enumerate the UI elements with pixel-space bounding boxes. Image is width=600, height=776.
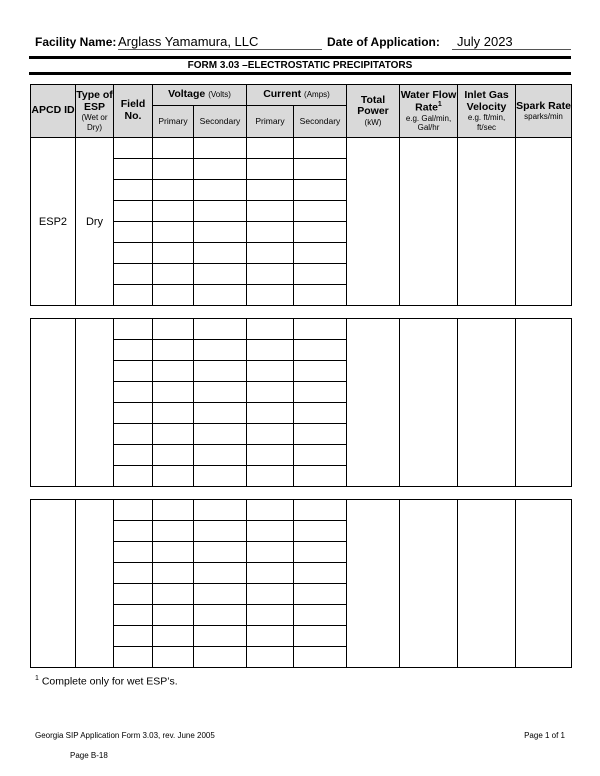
current-secondary-cell[interactable] — [294, 382, 347, 403]
voltage-primary-cell[interactable] — [153, 403, 194, 424]
inlet-gas-velocity-cell[interactable] — [458, 138, 516, 306]
current-primary-cell[interactable] — [247, 319, 294, 340]
voltage-primary-cell[interactable] — [153, 382, 194, 403]
voltage-primary-cell[interactable] — [153, 340, 194, 361]
voltage-primary-cell[interactable] — [153, 647, 194, 668]
current-primary-cell[interactable] — [247, 626, 294, 647]
current-secondary-cell[interactable] — [294, 542, 347, 563]
title-top-rule — [29, 56, 571, 59]
voltage-secondary-cell[interactable] — [194, 626, 247, 647]
voltage-secondary-cell[interactable] — [194, 201, 247, 222]
field-no-cell[interactable] — [114, 264, 153, 285]
current-primary-cell[interactable] — [247, 382, 294, 403]
apcd-id-cell[interactable]: ESP2 — [31, 138, 76, 306]
esp-type-cell[interactable]: Dry — [76, 138, 114, 306]
current-secondary-cell[interactable] — [294, 626, 347, 647]
voltage-secondary-cell[interactable] — [194, 521, 247, 542]
voltage-secondary-cell[interactable] — [194, 285, 247, 306]
spark-rate-cell[interactable] — [516, 319, 572, 487]
voltage-primary-cell[interactable] — [153, 626, 194, 647]
current-secondary-cell[interactable] — [294, 466, 347, 487]
esp-table-header — [30, 84, 572, 138]
table-row — [31, 500, 572, 521]
current-secondary-cell[interactable] — [294, 285, 347, 306]
current-primary-cell[interactable] — [247, 243, 294, 264]
voltage-primary-cell[interactable] — [153, 264, 194, 285]
col-water-flow-rate: Water Flow Rate$^1$ e.g. Gal/min, Gal/hr — [400, 85, 458, 138]
voltage-secondary-cell[interactable] — [194, 222, 247, 243]
col-voltage-primary: Primary — [153, 106, 194, 138]
current-secondary-cell[interactable] — [294, 340, 347, 361]
facility-name-field[interactable]: Arglass Yamamura, LLC — [118, 34, 322, 50]
current-secondary-cell[interactable] — [294, 584, 347, 605]
field-no-cell[interactable] — [114, 361, 153, 382]
current-secondary-cell[interactable] — [294, 222, 347, 243]
field-no-cell[interactable] — [114, 424, 153, 445]
spark-rate-cell[interactable] — [516, 138, 572, 306]
current-secondary-cell[interactable] — [294, 521, 347, 542]
esp-type-cell[interactable] — [76, 500, 114, 668]
col-current: Current (Amps) — [247, 85, 347, 106]
facility-name-label: Facility Name: — [35, 35, 117, 49]
voltage-primary-cell[interactable] — [153, 222, 194, 243]
spark-rate-cell[interactable] — [516, 500, 572, 668]
current-secondary-cell[interactable] — [294, 264, 347, 285]
field-no-cell[interactable] — [114, 319, 153, 340]
field-no-cell[interactable] — [114, 159, 153, 180]
footer-page-count: Page 1 of 1 — [524, 731, 565, 740]
voltage-secondary-cell[interactable] — [194, 340, 247, 361]
footnote-mark: 1 — [35, 675, 39, 682]
current-primary-cell[interactable] — [247, 445, 294, 466]
voltage-primary-cell[interactable] — [153, 285, 194, 306]
water-flow-rate-cell[interactable] — [400, 500, 458, 668]
form-title: FORM 3.03 –ELECTROSTATIC PRECIPITATORS — [187, 60, 413, 71]
voltage-primary-cell[interactable] — [153, 584, 194, 605]
col-inlet-gas-velocity: Inlet Gas Velocity e.g. ft/min, ft/sec — [458, 85, 516, 138]
current-secondary-cell[interactable] — [294, 500, 347, 521]
current-secondary-cell[interactable] — [294, 647, 347, 668]
voltage-secondary-cell[interactable] — [194, 403, 247, 424]
current-primary-cell[interactable] — [247, 542, 294, 563]
current-primary-cell[interactable] — [247, 500, 294, 521]
voltage-secondary-cell[interactable] — [194, 319, 247, 340]
field-no-cell[interactable] — [114, 605, 153, 626]
voltage-secondary-cell[interactable] — [194, 264, 247, 285]
voltage-primary-cell[interactable] — [153, 201, 194, 222]
field-no-cell[interactable] — [114, 563, 153, 584]
voltage-secondary-cell[interactable] — [194, 466, 247, 487]
current-primary-cell[interactable] — [247, 264, 294, 285]
voltage-secondary-cell[interactable] — [194, 605, 247, 626]
col-current-secondary: Secondary — [294, 106, 347, 138]
field-no-cell[interactable] — [114, 542, 153, 563]
current-secondary-cell[interactable] — [294, 159, 347, 180]
current-primary-cell[interactable] — [247, 647, 294, 668]
col-type-of-esp: Type of ESP (Wet or Dry) — [76, 85, 114, 138]
esp-block-3 — [30, 499, 572, 668]
field-no-cell[interactable] — [114, 521, 153, 542]
current-primary-cell[interactable] — [247, 563, 294, 584]
field-no-cell[interactable] — [114, 584, 153, 605]
current-secondary-cell[interactable] — [294, 424, 347, 445]
current-primary-cell[interactable] — [247, 584, 294, 605]
title-bottom-rule — [29, 72, 571, 75]
current-primary-cell[interactable] — [247, 285, 294, 306]
esp-block-1 — [30, 137, 572, 306]
voltage-primary-cell[interactable] — [153, 563, 194, 584]
voltage-primary-cell[interactable] — [153, 319, 194, 340]
field-no-cell[interactable] — [114, 403, 153, 424]
current-secondary-cell[interactable] — [294, 243, 347, 264]
voltage-primary-cell[interactable] — [153, 159, 194, 180]
current-primary-cell[interactable] — [247, 466, 294, 487]
col-voltage-secondary: Secondary — [194, 106, 247, 138]
current-secondary-cell[interactable] — [294, 319, 347, 340]
current-secondary-cell[interactable] — [294, 605, 347, 626]
current-primary-cell[interactable] — [247, 180, 294, 201]
voltage-primary-cell[interactable] — [153, 243, 194, 264]
voltage-secondary-cell[interactable] — [194, 159, 247, 180]
voltage-secondary-cell[interactable] — [194, 647, 247, 668]
apcd-id-cell[interactable] — [31, 319, 76, 487]
field-no-cell[interactable] — [114, 466, 153, 487]
current-primary-cell[interactable] — [247, 521, 294, 542]
col-voltage: Voltage (Volts) — [153, 85, 247, 106]
voltage-primary-cell[interactable] — [153, 424, 194, 445]
voltage-secondary-cell[interactable] — [194, 382, 247, 403]
esp-block-2 — [30, 318, 572, 487]
current-secondary-cell[interactable] — [294, 563, 347, 584]
current-primary-cell[interactable] — [247, 222, 294, 243]
voltage-primary-cell[interactable] — [153, 500, 194, 521]
footer-form-revision: Georgia SIP Application Form 3.03, rev. June 2005 — [35, 731, 215, 740]
total-power-cell[interactable] — [347, 319, 400, 487]
voltage-secondary-cell[interactable] — [194, 584, 247, 605]
voltage-secondary-cell[interactable] — [194, 500, 247, 521]
field-no-cell[interactable] — [114, 445, 153, 466]
col-current-primary: Primary — [247, 106, 294, 138]
voltage-primary-cell[interactable] — [153, 466, 194, 487]
inlet-gas-velocity-cell[interactable] — [458, 319, 516, 487]
voltage-secondary-cell[interactable] — [194, 445, 247, 466]
voltage-secondary-cell[interactable] — [194, 180, 247, 201]
voltage-secondary-cell[interactable] — [194, 542, 247, 563]
field-no-cell[interactable] — [114, 285, 153, 306]
voltage-secondary-cell[interactable] — [194, 424, 247, 445]
field-no-cell[interactable] — [114, 222, 153, 243]
current-secondary-cell[interactable] — [294, 201, 347, 222]
col-total-power: Total Power (kW) — [347, 85, 400, 138]
field-no-cell[interactable] — [114, 626, 153, 647]
voltage-primary-cell[interactable] — [153, 521, 194, 542]
date-of-application-label: Date of Application: — [327, 35, 440, 49]
current-secondary-cell[interactable] — [294, 138, 347, 159]
voltage-primary-cell[interactable] — [153, 138, 194, 159]
current-primary-cell[interactable] — [247, 159, 294, 180]
voltage-primary-cell[interactable] — [153, 445, 194, 466]
current-primary-cell[interactable] — [247, 340, 294, 361]
field-no-cell[interactable] — [114, 138, 153, 159]
current-secondary-cell[interactable] — [294, 180, 347, 201]
voltage-secondary-cell[interactable] — [194, 563, 247, 584]
water-flow-rate-cell[interactable] — [400, 319, 458, 487]
inlet-gas-velocity-cell[interactable] — [458, 500, 516, 668]
col-apcd-id: APCD ID — [31, 85, 76, 138]
date-of-application-field[interactable]: July 2023 — [452, 34, 571, 50]
voltage-primary-cell[interactable] — [153, 361, 194, 382]
voltage-secondary-cell[interactable] — [194, 361, 247, 382]
table-row — [31, 319, 572, 340]
current-secondary-cell[interactable] — [294, 403, 347, 424]
col-spark-rate: Spark Rate sparks/min — [516, 85, 572, 138]
current-secondary-cell[interactable] — [294, 445, 347, 466]
footnote — [35, 675, 178, 688]
field-no-cell[interactable] — [114, 382, 153, 403]
esp-type-cell[interactable] — [76, 319, 114, 487]
voltage-secondary-cell[interactable] — [194, 243, 247, 264]
current-primary-cell[interactable] — [247, 201, 294, 222]
voltage-primary-cell[interactable] — [153, 542, 194, 563]
field-no-cell[interactable] — [114, 243, 153, 264]
current-primary-cell[interactable] — [247, 403, 294, 424]
col-field-no: Field No. — [114, 85, 153, 138]
voltage-primary-cell[interactable] — [153, 605, 194, 626]
field-no-cell[interactable] — [114, 201, 153, 222]
field-no-cell[interactable] — [114, 500, 153, 521]
voltage-secondary-cell[interactable] — [194, 138, 247, 159]
field-no-cell[interactable] — [114, 647, 153, 668]
field-no-cell[interactable] — [114, 180, 153, 201]
footer-page-code: Page B-18 — [70, 751, 108, 760]
water-flow-rate-cell[interactable] — [400, 138, 458, 306]
current-primary-cell[interactable] — [247, 424, 294, 445]
current-secondary-cell[interactable] — [294, 361, 347, 382]
footnote-text: Complete only for wet ESP’s. — [38, 675, 178, 688]
current-primary-cell[interactable] — [247, 605, 294, 626]
current-primary-cell[interactable] — [247, 138, 294, 159]
apcd-id-cell[interactable] — [31, 500, 76, 668]
table-row — [31, 138, 572, 159]
current-primary-cell[interactable] — [247, 361, 294, 382]
total-power-cell[interactable] — [347, 138, 400, 306]
total-power-cell[interactable] — [347, 500, 400, 668]
voltage-primary-cell[interactable] — [153, 180, 194, 201]
field-no-cell[interactable] — [114, 340, 153, 361]
